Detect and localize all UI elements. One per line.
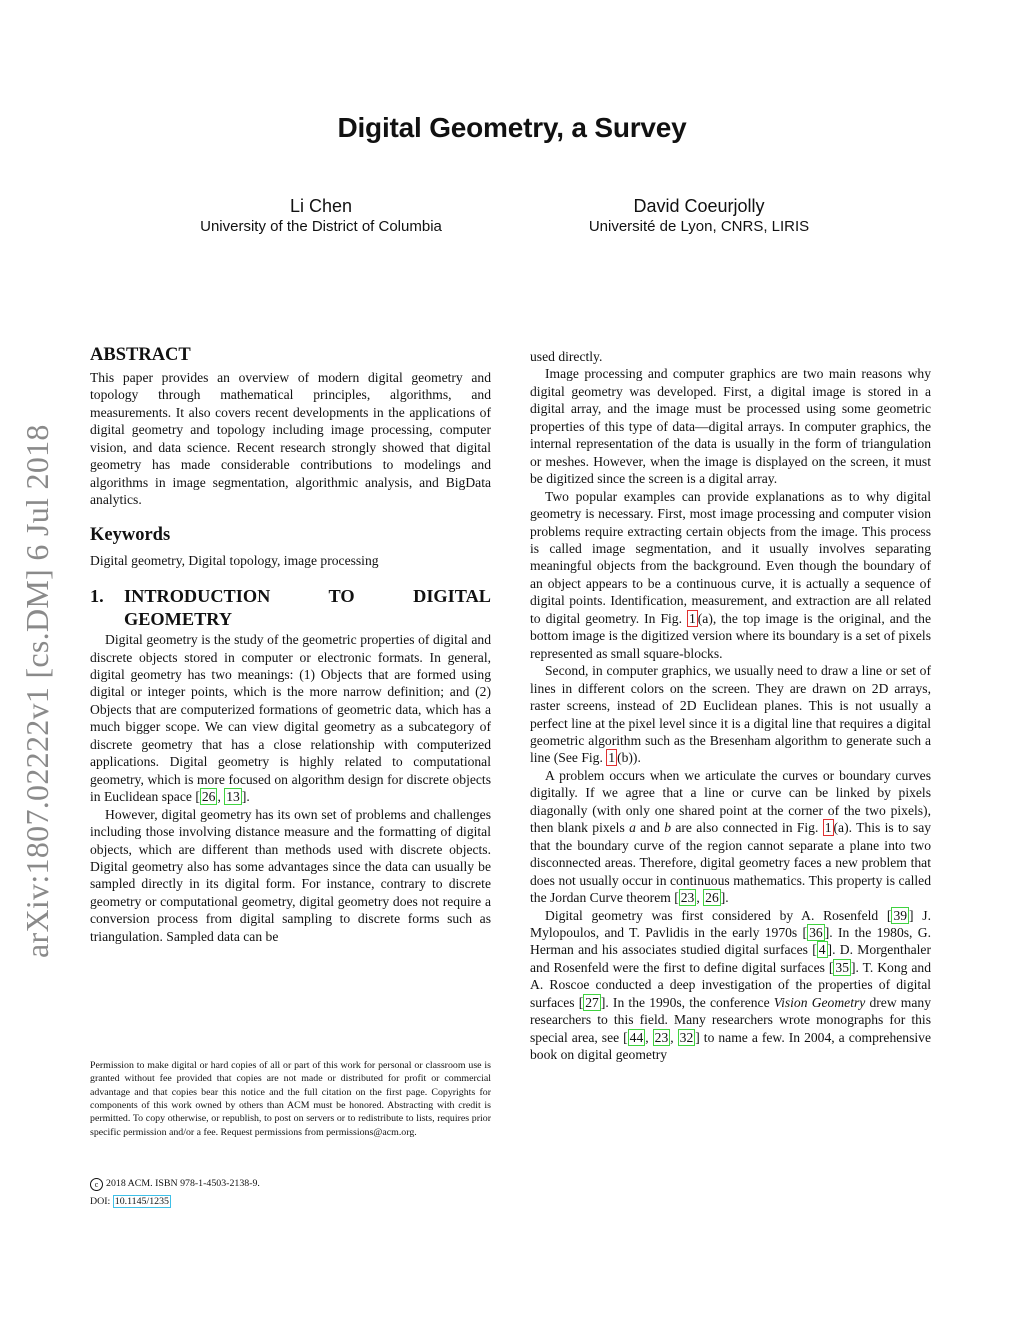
paragraph-text: (a), the top image is the original, and the bottom image is the digitized version where its boundary is a set of pixels represented as small square-blocks. [530, 610, 931, 661]
doi-line [90, 1193, 491, 1211]
arxiv-identifier-stamp: arXiv:1807.02222v1 [cs.DM] 6 Jul 2018 [19, 424, 55, 958]
author-name: David Coeurjolly [633, 196, 765, 216]
math-variable: b [664, 820, 672, 836]
paragraph-text: to name a few. In 2004, a comprehensive book on digital geometry [530, 1029, 931, 1063]
paragraph-text: Digital geometry was first considered by A. Rosenfeld [545, 907, 879, 923]
author-1 [111, 195, 531, 236]
citation-link[interactable]: 36 [809, 924, 823, 940]
paragraph-text: . In the 1990s, the conference [605, 994, 770, 1010]
author-affiliation: Université de Lyon, CNRS, LIRIS [588, 218, 810, 235]
paragraph-text: drew many researchers to this field. Many researchers wrote monographs for this special area, see [530, 994, 932, 1045]
citation-link[interactable]: 39 [893, 907, 908, 923]
citation-link[interactable]: 26 [201, 789, 216, 805]
paragraph-text: A problem occurs when we articulate the curves or boundary curves digitally. If we agree that a line or curve can be linked by pixels diagonally (with only one shared point at the corner of the two pixels), then blank pixels [530, 767, 931, 836]
paragraph-continuation: used directly. [530, 349, 603, 364]
keywords-heading: Keywords [90, 524, 171, 545]
conference-name: Vision Geometry [773, 994, 866, 1010]
paragraph-text: (a). This is to say that the boundary curve of the region cannot separate a plane into two disconnected areas. Therefore, digital geometry faces a new problem that does not usually occur in continuous mathematics. This property is called the Jordan Curve theorem [530, 820, 932, 906]
paragraph: Image processing and computer graphics are two main reasons why digital geometry was developed. First, a digital image is stored in a digital array, and the image must be processed using some geometric properties of this type of data—digital arrays. In computer graphics, the internal representation of the data is usually in the form of triangulation or meshes. However, when the image is displayed on the screen, it must be digitized since the screen is a digital array. [530, 366, 931, 487]
citation-link[interactable]: 44 [629, 1029, 644, 1045]
paragraph-text: (b)). [617, 750, 641, 766]
paragraph-text: Two popular examples can provide explanations as to why digital geometry is necessary. First, most image processing and computer vision problems require extracting certain objects from the image. This process is called image segmentation, and it usually involves separating meaningful objects from the background. Even though the boundary of an object appears to be a continuous curve, it is actually a sequence of digital points. Identification, measurement, and extraction are all related to digital geometry. In Fig. [530, 488, 931, 626]
paragraph: A problem occurs when we articulate the curves or boundary curves digitally. If we agree that a line or curve can be linked by pixels diagonally (with only one shared point at the corner of the two pixels), then blank pixels a and b are also connected in Fig. 1 (a). This is to say that the boundary curve of the region cannot separate a plane into two disconnected areas. Therefore, digital geometry faces a new problem that does not usually occur in continuous mathematics. This property is called the Jordan Curve theorem [ 23 , 26 ]. [530, 767, 932, 906]
citation-link[interactable]: 27 [585, 994, 599, 1010]
section-title: INTRODUCTION TO DIGITAL GEOMETRY [124, 586, 491, 630]
paragraph: Digital geometry was first considered by A. Rosenfeld [ 39 ] J. Mylopoulos, and T. Pavlidis in the early 1970s [ 36 ]. In the 1980s, G. Herman and his associates studied digital surfaces [ 4 ]. D. Morgenthaler and Rosenfeld were the first to define digital surfaces [ 35 ]. T. Kong and A. Roscoe conducted a deep investigation of the properties of digital surfaces [ 27 ]. In the 1990s, the conference Vision Geometry drew many researchers to this field. Many researchers wrote monographs for this special area, see [ 44 , 23 , 32 ] to name a few. In 2004, a comprehensive book on digital geometry [530, 907, 932, 1063]
citation-link[interactable]: 26 [705, 890, 719, 906]
paragraph-text: are also connected in Fig. [675, 820, 819, 836]
paper-title: Digital Geometry, a Survey [337, 112, 687, 143]
paragraph-text: . In the 1980s, G. Herman and his associates studied digital surfaces [530, 924, 932, 958]
figure-link[interactable]: 1 [688, 610, 696, 626]
section-number: 1. [90, 586, 104, 607]
citation-link[interactable]: 32 [679, 1029, 694, 1045]
citation-link[interactable]: 4 [818, 942, 826, 958]
paragraph-text: Digital geometry is the study of the geometric properties of digital and discrete objects stored in computer or electronic formats. In general, digital geometry has two meanings: (1) Objects that are formed using digital or integer points, which is the more narrow definition; and (2) Objects that are computerized formations of geometric data, which has a much bigger scope. We can view digital geometry as a subcategory of discrete geometry that has a close relationship with computerized applications. Digital geometry is highly related to computational geometry, which is more focused on algorithm design for discrete objects in Euclidean space [90, 632, 491, 805]
left-column [90, 343, 491, 945]
author-name: Li Chen [289, 196, 353, 216]
author-2 [489, 195, 909, 236]
right-column [530, 348, 931, 1064]
paragraph: However, digital geometry has its own set of problems and challenges including those involving distance measure and the formatting of digital objects, which are different than methods used with discrete objects. Digital geometry also has some advantages since the data can usually be sampled directly in its digital form. For instance, contrary to discrete geometry or computational geometry, digital geometry does not require a conversion process from digital sampling to discrete forms such as triangulation. Sampled data can be [90, 806, 491, 944]
citation-link[interactable]: 13 [226, 789, 240, 805]
author-affiliation: University of the District of Columbia [200, 218, 442, 235]
doi-link[interactable]: 10.1145/1235 [114, 1195, 169, 1207]
math-variable: a [629, 820, 636, 836]
paragraph: Digital geometry is the study of the geometric properties of digital and discrete objects stored in computer or electronic formats. In general, digital geometry has two meanings: (1) Objects that are formed using digital or integer points, which is the more narrow definition; and (2) Objects that are computerized formations of geometric data, which has a much bigger scope. We can view digital geometry as a subcategory of discrete geometry that has a close relationship with computerized applications. Digital geometry is highly related to computational geometry, which is more focused on algorithm design for discrete objects in Euclidean space [ 26 , 13 ]. [90, 632, 491, 805]
doi-label: DOI: [90, 1195, 111, 1207]
copyright-line [90, 1175, 491, 1193]
section-heading [90, 585, 491, 631]
paragraph-text: . D. Morgenthaler and Rosenfeld were the first to define digital surfaces [530, 942, 931, 975]
paragraph [530, 662, 931, 767]
citation-link[interactable]: 23 [654, 1029, 669, 1045]
copyright-text: 2018 ACM. ISBN 978-1-4503-2138-9. [106, 1178, 260, 1189]
figure-link[interactable]: 1 [824, 820, 832, 836]
paragraph [530, 488, 931, 663]
paragraph-text: Second, in computer graphics, we usually need to draw a line or set of lines in different colors on the screen. They are drawn on 2D arrays, raster screens, instead of 2D Euclidean planes. This is not usually a perfect line at the pixel level since it is a digital line that requires a digital geometric algorithm such as the Bresenham algorithm to generate such a line (See Fig. [530, 663, 931, 766]
citation-link[interactable]: 35 [835, 959, 849, 975]
abstract-text: This paper provides an overview of modern digital geometry and topology through mathematical principles, algorithms, and measurements. It also covers recent developments in the applications of digital geometry and topology including image processing, computer vision, and data science. Recent research strongly showed that digital geometry has made considerable contributions to modelings and algorithms in image segmentation, algorithmic analysis, and BigData analytics. [90, 370, 491, 508]
abstract-heading: ABSTRACT [90, 345, 191, 365]
paragraph-text: and [640, 820, 660, 836]
paragraph-text: J. Mylopoulos, and T. Pavlidis in the early 1970s [530, 907, 931, 940]
copyright-block [90, 1175, 491, 1210]
citation-link[interactable]: 23 [680, 890, 695, 906]
permission-notice: Permission to make digital or hard copies of all or part of this work for personal or classroom use is granted without fee provided that copies are not made or distributed for profit or commercial advantage and that copies bear this notice and the full citation on the first page. Copyrights for components of this work owned by others than ACM must be honored. Abstracting with credit is permitted. To copy otherwise, or republish, to post on servers or to redistribute to lists, requires prior specific permission and/or a fee. Request permissions from permissions@acm.org. [90, 1060, 491, 1138]
copyright-icon: c [90, 1178, 103, 1191]
paragraph-text: . T. Kong and A. Roscoe conducted a deep investigation of the properties of digital surfaces [530, 959, 931, 1010]
keywords-text: Digital geometry, Digital topology, image processing [90, 552, 379, 568]
figure-link[interactable]: 1 [608, 750, 616, 766]
